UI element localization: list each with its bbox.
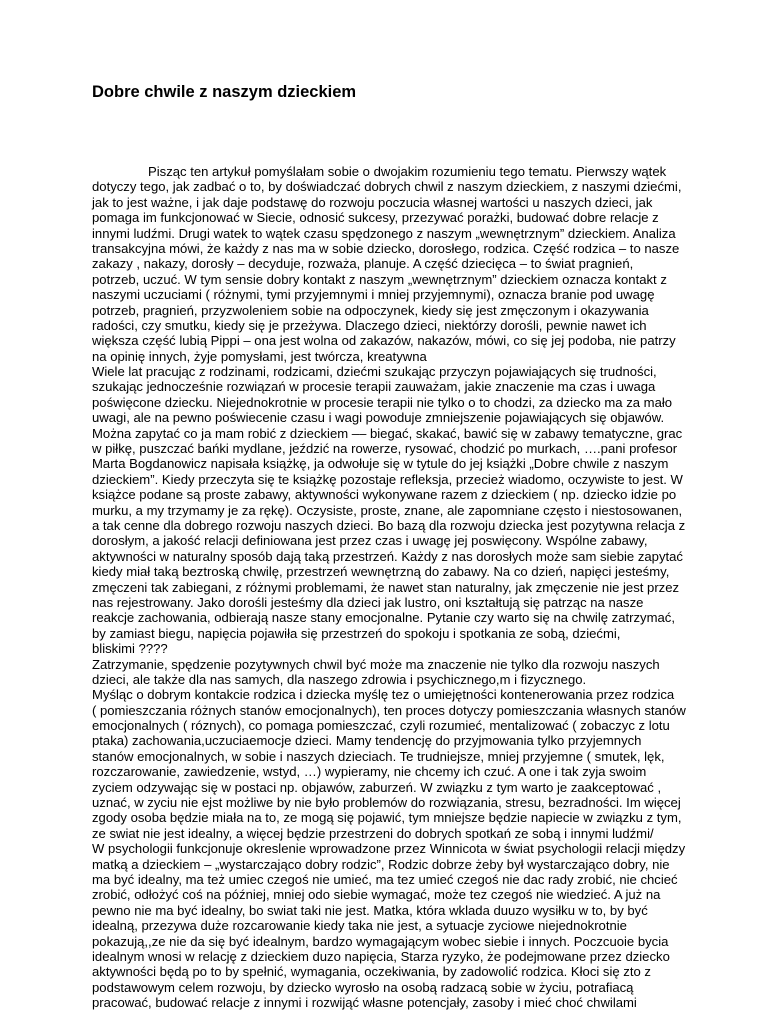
text-line: książce podane są proste zabawy, aktywności wykonywane razem z dzieckiem ( np. dziecko idzie po — [92, 487, 677, 503]
text-line: uznać, w zyciu nie ejst możliwe by nie było problemów do rozwiązania, stresu, bezradności. Im więcej — [92, 795, 681, 811]
text-line: nas rejestrowany. Jako dorośli jesteśmy dla dzieci jak lustro, oni kształtują się patrząc na nasze — [92, 594, 644, 610]
text-line: Marta Bogdanowicz napisała książkę, ja odwołuje się w tytule do jej książki „Dobre chwile z naszym — [92, 456, 669, 472]
text-line: poświęcone dziecku. Niejednokrotnie w procesie terapii nie tylko o to chodzi, za dziecko ma za mało — [92, 394, 673, 410]
text-line: Myśląc o dobrym kontakcie rodzica i dziecka myślę tez o umiejętności kontenerowania przez rodzica — [92, 687, 675, 703]
text-line: dzieckiem”. Kiedy przeczyta się te książkę pozostaje refleksja, przecież wiadomo, oczywiste to jest. W — [92, 471, 683, 487]
text-line: ptaka) zachowania,uczuciaemocje dzieci. Mamy tendencję do przyjmowania tylko przyjemnych — [92, 733, 642, 749]
text-line: ma być idealny, ma też umiec czegoś nie umieć, ma tez umieć czegoś nie dac rady zrobić, nie chcieć — [92, 871, 678, 887]
text-line: Zatrzymanie, spędzenie pozytywnych chwil być może ma znaczenie nie tylko dla rozwoju naszych — [92, 656, 660, 672]
text-line: większa część lubią Pippi – ona jest wolna od zakazów, nakazów, mówi, co się jej podoba, nie patrzy — [92, 333, 676, 349]
text-line: pomaga im funkcjonować w Siecie, odnosić sukcesy, przezywać porażki, budować dobre relacje z — [92, 210, 659, 226]
text-line: idealną, przezywa duże rozcarowanie kiedy taka nie jest, a sytuacje zyciowe niejednokrotnie — [92, 918, 627, 934]
text-line: zakazy , nakazy, dorosły – decyduje, rozważa, planuje. A część dziecięca – to świat pragnień, — [92, 256, 634, 272]
text-line: stanów emocjonalnych, w sobie i naszych dzieciach. Te trudniejsze, mniej przyjemne ( smutek, lęk, — [92, 748, 665, 764]
text-line: dzieci, ale także dla nas samych, dla naszego zdrowia i psychicznego,m i fizycznego. — [92, 671, 587, 687]
text-line: Wiele lat pracując z rodzinami, rodzicami, dziećmi szukając przyczyn pojawiających się trudności, — [92, 364, 657, 380]
text-line: radości, czy smutku, kiedy się je przeżywa. Dlaczego dzieci, niektórzy dorośli, pewnie nawet ich — [92, 317, 647, 333]
text-line: innymi ludźmi. Drugi watek to wątek czasu spędzonego z naszym „wewnętrznym” dzieckiem. Analiza — [92, 225, 676, 241]
text-line: a tak cenne dla dobrego rozwoju naszych dzieci. Bo bazą dla rozwoju dziecka jest pozytywna relacja z — [92, 517, 686, 533]
text-line: potrzeb, uczuć. W tym sensie dobry kontakt z naszym „wewnętrznym” dzieckiem oznacza kontakt z — [92, 271, 667, 287]
text-line: matką a dzieckiem – „wystarczająco dobry rodzic”, Rodzic dobrze żeby był wystarczająco dobry, nie — [92, 856, 670, 872]
text-line: zmęczeni tak zabiegani, z różnymi problemami, że nawet stan naturalny, jak zmęczenie nie jest przez — [92, 579, 680, 595]
text-line: na opinię innych, żyje pomysłami, jest twórcza, kreatywna — [92, 348, 427, 364]
text-line: aktywności w naturalny sposób dają taką przestrzeń. Każdy z nas dorosłych może sam siebie zapytać — [92, 548, 683, 564]
text-line: rozczarowanie, zawiedzenie, wstyd, …) wypieramy, nie chcemy ich czuć. A one i tak zyja swoim — [92, 764, 647, 780]
text-line: ( pomieszczania różnych stanów emocjonalnych), ten proces dotyczy pomieszczania własnych stanów — [92, 702, 686, 718]
text-line: by zamiast biegu, napięcia pojawiła się przestrzeń do spokoju i spotkania ze sobą, dziećmi, — [92, 625, 621, 641]
text-line: jak to jest ważne, i jak daje podstawę do rozwoju poczucia własnej wartości u naszych dzieci, jak — [92, 194, 653, 210]
text-line: uwagi, ale na pewno poświecenie czasu i wagi powoduje zmniejszenie pojawiających się objawów. — [92, 410, 665, 426]
text-line: potrzeb, pragnień, przyzwoleniem sobie na odpoczynek, kiedy się jest zmęczonym i okazywania — [92, 302, 649, 318]
text-line: dotyczy tego, jak zadbać o to, by doświadczać dobrych chwil z naszym dzieckiem, z naszymi dziećmi, — [92, 179, 682, 195]
article-body — [92, 164, 692, 1010]
text-line: dorosłym, a jakość relacji definiowana jest przez czas i uwagę jej poswięcony. Wspólne zabawy, — [92, 533, 648, 549]
text-line: zgody osoba będzie miała na to, ze mogą się pojawić, tym mniejsze będzie napiecie w związku z tym, — [92, 810, 682, 826]
text-line: bliskimi ???? — [92, 641, 168, 657]
text-line: zrobić, odłożyć coś na później, mniej odo siebie wymagać, może tez czegoś nie wiedzieć. A już na — [92, 887, 661, 903]
paragraph-first-line: Pisząc ten artykuł pomyślałam sobie o dwojakim rozumieniu tego tematu. Pierwszy wątek — [148, 164, 667, 179]
text-line: W psychologii funkcjonuje okreslenie wprowadzone przez Winnicota w świat psychologii relacji między — [92, 841, 686, 857]
text-line: zyciem odzywając się w postaci np. objawów, zaburzeń. W związku z tym warto je zaakceptować , — [92, 779, 662, 795]
text-line: idealnym wnosi w relację z dzieckiem duzo napięcia, Starza ryzyko, że podejmowane przez dziecko — [92, 948, 670, 964]
text-line: w piłkę, puszczać bańki mydlane, jeździć na rowerze, rysować, chodzić po murkach, ….pani profesor — [92, 441, 678, 457]
text-line: ze swiat nie jest idealny, a więcej będzie przestrzeni do dobrych spotkań ze sobą i innymi ludźmi/ — [92, 825, 654, 841]
text-line: aktywności będą po to by spełnić, wymagania, oczekiwania, by zadowolić rodzica. Kłoci się zto z — [92, 964, 651, 980]
text-line: szukając jednocześnie rozwiązań w procesie terapii zauważam, jakie znaczenie ma czas i uwaga — [92, 379, 656, 395]
text-line: reakcje zachowania, odbierają nasze stany emocjonalne. Pytanie czy warto się na chwilę zatrzymać, — [92, 610, 675, 626]
text-line: pokazują,,ze nie da się być idealnym, bardzo wymagającym wobec siebie i innych. Poczcuoie bycia — [92, 933, 669, 949]
text-line: pracować, budować relacje z innymi i rozwijąć własne potencjały, zasoby i mieć choć chwilami — [92, 995, 637, 1011]
text-line: naszymi uczuciami ( różnymi, tymi przyjemnymi i mniej przyjemnymi), oznacza branie pod uwagę — [92, 287, 655, 303]
text-line: kiedy miał taką beztroską chwilę, przestrzeń wewnętrzną do zabawy. Na co dzień, napięci jesteśmy, — [92, 564, 670, 580]
text-line: podstawowym celem rozwoju, by dziecko wyrosło na osobą radzacą sobie w życiu, potrafiacą — [92, 979, 634, 995]
document-title: Dobre chwile z naszym dzieckiem — [92, 83, 357, 101]
text-line: transakcyjna mówi, że każdy z nas ma w sobie dziecko, dorosłego, rodzica. Część rodzica – to nasze — [92, 240, 680, 256]
text-line: emocjonalnych ( róznych), co pomaga pomieszczać, czyli rozumieć, mentalizować ( zobaczyc z lotu — [92, 718, 670, 734]
text-line: murku, a my trzymamy je za rękę). Oczysiste, proste, znane, ale zapomniane często i niestosowanen, — [92, 502, 683, 518]
text-line: Można zapytać co ja mam robić z dzieckiem –– biegać, skakać, bawić się w zabawy tematyczne, grac — [92, 425, 683, 441]
text-line: pewno nie ma być idealny, bo swiat taki nie jest. Matka, która wklada duuzo wysiłku w to, by być — [92, 902, 648, 918]
